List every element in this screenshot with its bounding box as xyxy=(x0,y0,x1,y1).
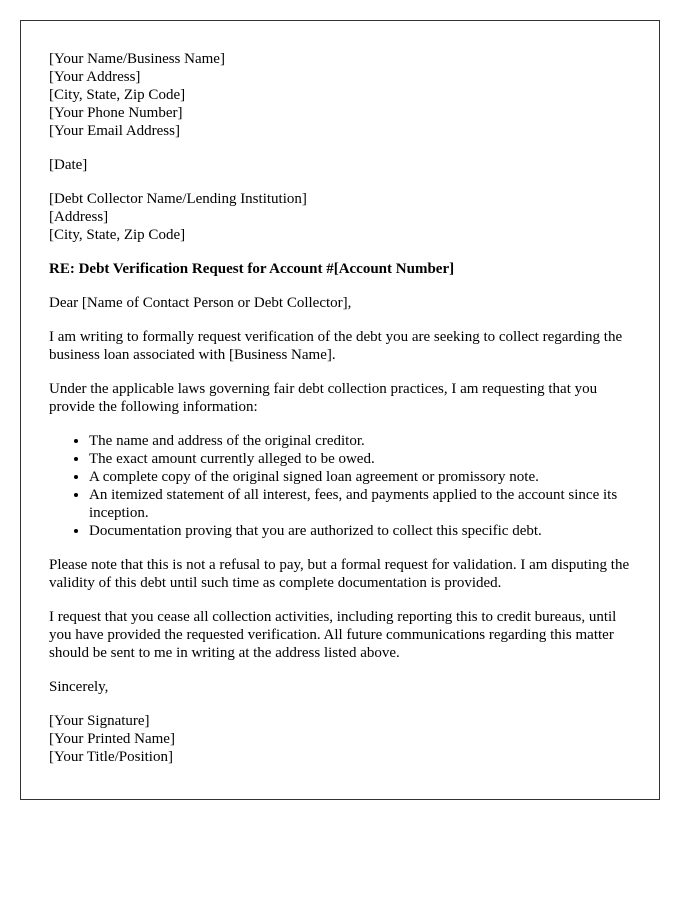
list-item: • The exact amount currently alleged to be owed. xyxy=(89,450,631,468)
recipient-block xyxy=(49,190,631,244)
laws-paragraph: Under the applicable laws governing fair debt collection practices, I am requesting that you provide the following information: xyxy=(49,381,598,415)
list-item: • An itemized statement of all interest, fees, and payments applied to the account since its inception. xyxy=(89,486,631,522)
list-item: • A complete copy of the original signed loan agreement or promissory note. xyxy=(89,468,631,486)
sender-phone: [Your Phone Number] xyxy=(49,105,183,121)
date-block xyxy=(49,156,631,174)
sender-address: [Your Address] xyxy=(49,69,141,85)
intro-paragraph: I am writing to formally request verification of the debt you are seeking to collect regarding the business loan associated with [Business Name]. xyxy=(49,329,623,363)
sender-block xyxy=(49,50,631,140)
signature-block xyxy=(49,712,631,766)
cease-paragraph: I request that you cease all collection activities, including reporting this to credit bureaus, until you have provided the requested verification. All future communications regarding this matter should be sent to me in writing at the address listed above. xyxy=(49,609,617,661)
printed-name: [Your Printed Name] xyxy=(49,731,175,747)
signature-placeholder: [Your Signature] xyxy=(49,713,150,729)
list-item: • The name and address of the original creditor. xyxy=(89,432,631,450)
sender-city-state-zip: [City, State, Zip Code] xyxy=(49,87,186,103)
recipient-city-state-zip: [City, State, Zip Code] xyxy=(49,227,186,243)
sender-email: [Your Email Address] xyxy=(49,123,180,139)
request-list xyxy=(49,432,631,540)
salutation: Dear [Name of Contact Person or Debt Collector], xyxy=(49,295,352,311)
closing: Sincerely, xyxy=(49,679,109,695)
list-item: • Documentation proving that you are authorized to collect this specific debt. xyxy=(89,522,631,540)
letter-date: [Date] xyxy=(49,157,88,173)
recipient-name: [Debt Collector Name/Lending Institution] xyxy=(49,191,307,207)
subject-line: RE: Debt Verification Request for Account #[Account Number] xyxy=(49,261,455,277)
letter-page xyxy=(20,20,660,800)
not-refusal-paragraph: Please note that this is not a refusal to pay, but a formal request for validation. I am disputing the validity of this debt until such time as complete documentation is provided. xyxy=(49,557,630,591)
recipient-address: [Address] xyxy=(49,209,109,225)
title-position: [Your Title/Position] xyxy=(49,749,173,765)
sender-name: [Your Name/Business Name] xyxy=(49,51,225,67)
